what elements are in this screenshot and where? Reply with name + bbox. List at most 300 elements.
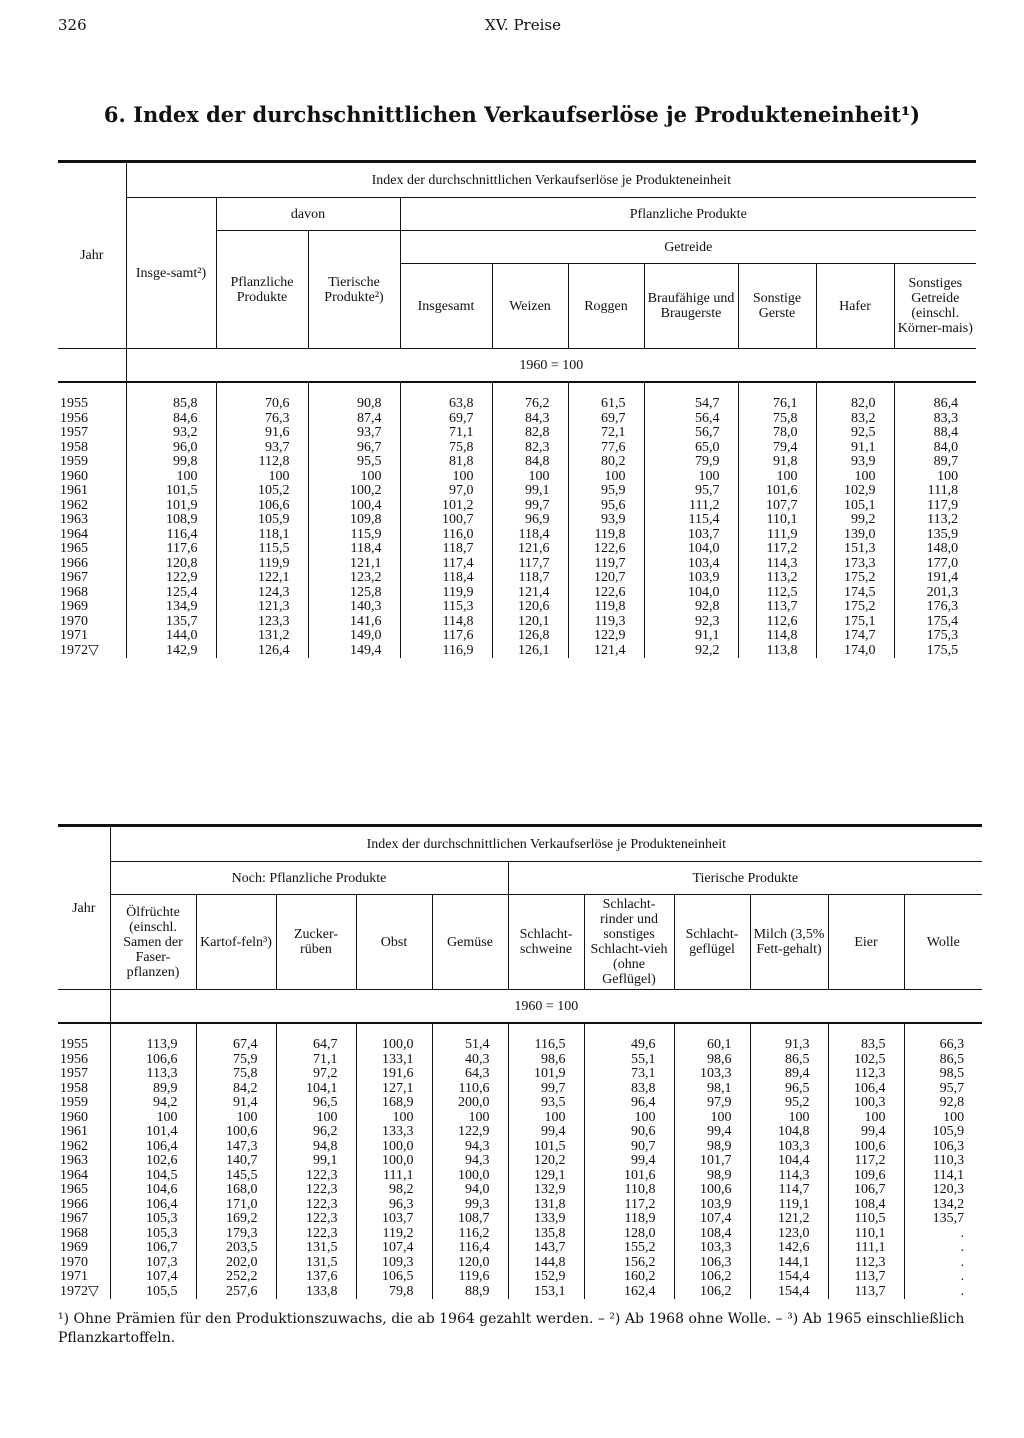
table-row bbox=[58, 586, 976, 601]
header-hafer: Hafer bbox=[816, 264, 894, 349]
value-cell: 99,4 bbox=[508, 1125, 584, 1140]
value-cell: 115,3 bbox=[400, 600, 492, 615]
page-number: 326 bbox=[58, 16, 87, 34]
value-cell: 139,0 bbox=[816, 528, 894, 543]
value-cell: 96,0 bbox=[126, 441, 216, 456]
value-cell: 56,4 bbox=[644, 412, 738, 427]
value-cell: 105,1 bbox=[816, 499, 894, 514]
table-row bbox=[58, 644, 976, 659]
value-cell: 104,8 bbox=[750, 1125, 828, 1140]
value-cell: 148,0 bbox=[894, 542, 976, 557]
value-cell: 174,7 bbox=[816, 629, 894, 644]
value-cell: 60,1 bbox=[674, 1023, 750, 1053]
value-cell: 84,2 bbox=[196, 1082, 276, 1097]
value-cell: 99,4 bbox=[674, 1125, 750, 1140]
table-row bbox=[58, 615, 976, 630]
value-cell: 117,2 bbox=[584, 1198, 674, 1213]
value-cell: 110,6 bbox=[432, 1082, 508, 1097]
header-zuckerrueben: Zucker-rüben bbox=[276, 895, 356, 990]
header-main-group: Index der durchschnittlichen Verkaufserlöse je Produkteneinheit bbox=[126, 162, 976, 198]
value-cell: 93,7 bbox=[216, 441, 308, 456]
value-cell: 177,0 bbox=[894, 557, 976, 572]
value-cell: 113,7 bbox=[828, 1285, 904, 1300]
value-cell: 111,8 bbox=[894, 484, 976, 499]
value-cell: 70,6 bbox=[216, 382, 308, 412]
year-cell: 1964 bbox=[60, 1167, 88, 1183]
value-cell: 64,7 bbox=[276, 1023, 356, 1053]
value-cell: 100 bbox=[738, 470, 816, 485]
value-cell: 106,4 bbox=[110, 1140, 196, 1155]
header-milch: Milch (3,5% Fett-gehalt) bbox=[750, 895, 828, 990]
value-cell: 117,6 bbox=[126, 542, 216, 557]
value-cell: 100 bbox=[308, 470, 400, 485]
value-cell: 100 bbox=[816, 470, 894, 485]
value-cell: 105,9 bbox=[904, 1125, 982, 1140]
value-cell: 97,9 bbox=[674, 1096, 750, 1111]
value-cell: 121,6 bbox=[492, 542, 568, 557]
value-cell: 75,8 bbox=[196, 1067, 276, 1082]
table-row bbox=[58, 1082, 982, 1097]
value-cell: 100 bbox=[356, 1111, 432, 1126]
table-row bbox=[58, 1285, 982, 1300]
value-cell: 98,6 bbox=[674, 1053, 750, 1068]
year-cell: 1969 bbox=[60, 1240, 88, 1255]
value-cell: 88,4 bbox=[894, 426, 976, 441]
value-cell: 108,4 bbox=[674, 1227, 750, 1242]
value-cell: 110,5 bbox=[828, 1212, 904, 1227]
value-cell: 120,8 bbox=[126, 557, 216, 572]
value-cell: 99,7 bbox=[508, 1082, 584, 1097]
value-cell: 121,1 bbox=[308, 557, 400, 572]
value-cell: 86,4 bbox=[894, 382, 976, 412]
value-cell: 100 bbox=[828, 1111, 904, 1126]
value-cell: 113,2 bbox=[738, 571, 816, 586]
value-cell: 203,5 bbox=[196, 1241, 276, 1256]
value-cell: 102,5 bbox=[828, 1053, 904, 1068]
value-cell: 98,9 bbox=[674, 1140, 750, 1155]
value-cell: 97,2 bbox=[276, 1067, 356, 1082]
table-row bbox=[58, 1067, 982, 1082]
value-cell: 116,0 bbox=[400, 528, 492, 543]
value-cell: 83,8 bbox=[584, 1082, 674, 1097]
value-cell: 122,9 bbox=[432, 1125, 508, 1140]
value-cell: 91,3 bbox=[750, 1023, 828, 1053]
header-noch-pflanzliche: Noch: Pflanzliche Produkte bbox=[110, 862, 508, 895]
value-cell: 175,4 bbox=[894, 615, 976, 630]
value-cell: 168,9 bbox=[356, 1096, 432, 1111]
table-row bbox=[58, 382, 976, 412]
year-cell: 1955 bbox=[60, 1037, 88, 1052]
value-cell: 103,7 bbox=[356, 1212, 432, 1227]
value-cell: 94,0 bbox=[432, 1183, 508, 1198]
value-cell: 114,8 bbox=[400, 615, 492, 630]
page-header bbox=[58, 16, 988, 40]
value-cell: 160,2 bbox=[584, 1270, 674, 1285]
year-cell: 1971 bbox=[60, 1269, 88, 1284]
value-cell: 55,1 bbox=[584, 1053, 674, 1068]
value-cell: 201,3 bbox=[894, 586, 976, 601]
value-cell: 83,5 bbox=[828, 1023, 904, 1053]
header-kartoffeln: Kartof-feln³) bbox=[196, 895, 276, 990]
value-cell: 122,9 bbox=[126, 571, 216, 586]
value-cell: 95,6 bbox=[568, 499, 644, 514]
value-cell: . bbox=[904, 1256, 982, 1271]
value-cell: 94,2 bbox=[110, 1096, 196, 1111]
year-cell: 1966 bbox=[60, 555, 88, 571]
value-cell: 100,0 bbox=[356, 1023, 432, 1053]
value-cell: 100 bbox=[750, 1111, 828, 1126]
table-title: 6. Index der durchschnittlichen Verkaufserlöse je Produkteneinheit¹) bbox=[103, 102, 921, 127]
value-cell: 101,9 bbox=[508, 1067, 584, 1082]
value-cell: 202,0 bbox=[196, 1256, 276, 1271]
value-cell: 80,2 bbox=[568, 455, 644, 470]
value-cell: 106,3 bbox=[674, 1256, 750, 1271]
value-cell: 94,3 bbox=[432, 1140, 508, 1155]
value-cell: 191,4 bbox=[894, 571, 976, 586]
value-cell: 84,8 bbox=[492, 455, 568, 470]
value-cell: 144,0 bbox=[126, 629, 216, 644]
value-cell: 134,2 bbox=[904, 1198, 982, 1213]
value-cell: 175,3 bbox=[894, 629, 976, 644]
value-cell: 152,9 bbox=[508, 1270, 584, 1285]
value-cell: 101,7 bbox=[674, 1154, 750, 1169]
value-cell: 122,3 bbox=[276, 1212, 356, 1227]
table-row bbox=[58, 441, 976, 456]
value-cell: 107,4 bbox=[674, 1212, 750, 1227]
value-cell: 128,0 bbox=[584, 1227, 674, 1242]
value-cell: 82,3 bbox=[492, 441, 568, 456]
value-cell: 81,8 bbox=[400, 455, 492, 470]
year-cell: 1955 bbox=[60, 396, 88, 411]
value-cell: 97,0 bbox=[400, 484, 492, 499]
value-cell: 151,3 bbox=[816, 542, 894, 557]
value-cell: 112,5 bbox=[738, 586, 816, 601]
value-cell: 71,1 bbox=[276, 1053, 356, 1068]
value-cell: 92,8 bbox=[904, 1096, 982, 1111]
year-cell: 1958 bbox=[60, 439, 88, 455]
value-cell: 112,3 bbox=[828, 1067, 904, 1082]
year-cell: 1971 bbox=[60, 628, 88, 643]
value-cell: 144,8 bbox=[508, 1256, 584, 1271]
value-cell: 86,5 bbox=[904, 1053, 982, 1068]
value-cell: 120,2 bbox=[508, 1154, 584, 1169]
value-cell: 126,1 bbox=[492, 644, 568, 659]
value-cell: 102,9 bbox=[816, 484, 894, 499]
value-cell: 93,9 bbox=[816, 455, 894, 470]
value-cell: 135,7 bbox=[904, 1212, 982, 1227]
table-row bbox=[58, 1183, 982, 1198]
value-cell: . bbox=[904, 1227, 982, 1242]
value-cell: 122,6 bbox=[568, 542, 644, 557]
value-cell: 112,3 bbox=[828, 1256, 904, 1271]
value-cell: 123,3 bbox=[216, 615, 308, 630]
value-cell: 75,8 bbox=[400, 441, 492, 456]
table-row bbox=[58, 1111, 982, 1126]
value-cell: 92,2 bbox=[644, 644, 738, 659]
year-cell: 1968 bbox=[60, 584, 88, 600]
year-cell: 1962 bbox=[60, 497, 88, 513]
value-cell: 147,3 bbox=[196, 1140, 276, 1155]
value-cell: 117,6 bbox=[400, 629, 492, 644]
value-cell: 65,0 bbox=[644, 441, 738, 456]
value-cell: 116,4 bbox=[126, 528, 216, 543]
value-cell: 119,3 bbox=[568, 615, 644, 630]
value-cell: 118,7 bbox=[400, 542, 492, 557]
table-row bbox=[58, 528, 976, 543]
table-row bbox=[58, 1154, 982, 1169]
value-cell: 122,1 bbox=[216, 571, 308, 586]
value-cell: 99,1 bbox=[276, 1154, 356, 1169]
value-cell: 124,3 bbox=[216, 586, 308, 601]
value-cell: 114,7 bbox=[750, 1183, 828, 1198]
value-cell: 154,4 bbox=[750, 1285, 828, 1300]
value-cell: 117,7 bbox=[492, 557, 568, 572]
table-row bbox=[58, 1256, 982, 1271]
table-row bbox=[58, 1023, 982, 1053]
value-cell: 108,4 bbox=[828, 1198, 904, 1213]
header-year: Jahr bbox=[58, 162, 126, 349]
value-cell: 89,9 bbox=[110, 1082, 196, 1097]
year-cell: 1970 bbox=[60, 1254, 88, 1270]
value-cell: . bbox=[904, 1241, 982, 1256]
footnotes bbox=[58, 1310, 988, 1348]
table-row bbox=[58, 1227, 982, 1242]
value-cell: 93,7 bbox=[308, 426, 400, 441]
value-cell: 119,9 bbox=[216, 557, 308, 572]
value-cell: 162,4 bbox=[584, 1285, 674, 1300]
value-cell: 96,7 bbox=[308, 441, 400, 456]
value-cell: 131,8 bbox=[508, 1198, 584, 1213]
value-cell: 91,4 bbox=[196, 1096, 276, 1111]
value-cell: 101,6 bbox=[738, 484, 816, 499]
value-cell: 175,1 bbox=[816, 615, 894, 630]
value-cell: 87,4 bbox=[308, 412, 400, 427]
value-cell: 135,9 bbox=[894, 528, 976, 543]
value-cell: 98,1 bbox=[674, 1082, 750, 1097]
value-cell: 94,3 bbox=[432, 1154, 508, 1169]
value-cell: 123,0 bbox=[750, 1227, 828, 1242]
header-getreide: Getreide bbox=[400, 231, 976, 264]
value-cell: 113,3 bbox=[110, 1067, 196, 1082]
value-cell: 131,5 bbox=[276, 1256, 356, 1271]
value-cell: 173,3 bbox=[816, 557, 894, 572]
value-cell: 142,9 bbox=[126, 644, 216, 659]
value-cell: 129,1 bbox=[508, 1169, 584, 1184]
value-cell: 103,3 bbox=[674, 1241, 750, 1256]
value-cell: 200,0 bbox=[432, 1096, 508, 1111]
value-cell: 102,6 bbox=[110, 1154, 196, 1169]
header-schlachtschweine: Schlacht-schweine bbox=[508, 895, 584, 990]
value-cell: 100 bbox=[276, 1111, 356, 1126]
value-cell: 101,5 bbox=[508, 1140, 584, 1155]
value-cell: 132,9 bbox=[508, 1183, 584, 1198]
value-cell: 96,3 bbox=[356, 1198, 432, 1213]
value-cell: 98,5 bbox=[904, 1067, 982, 1082]
value-cell: 135,8 bbox=[508, 1227, 584, 1242]
year-cell: 1958 bbox=[60, 1080, 88, 1096]
value-cell: 104,5 bbox=[110, 1169, 196, 1184]
table-row bbox=[58, 1212, 982, 1227]
value-cell: 99,3 bbox=[432, 1198, 508, 1213]
table-row bbox=[58, 412, 976, 427]
year-cell: 1963 bbox=[60, 1153, 88, 1168]
value-cell: 113,8 bbox=[738, 644, 816, 659]
year-cell: 1959 bbox=[60, 1095, 88, 1110]
value-cell: 75,8 bbox=[738, 412, 816, 427]
header-schlachtrinder: Schlacht-rinder und sonstiges Schlacht-vieh (ohne Geflügel) bbox=[584, 895, 674, 990]
value-cell: 118,9 bbox=[584, 1212, 674, 1227]
value-cell: 191,6 bbox=[356, 1067, 432, 1082]
value-cell: 119,1 bbox=[750, 1198, 828, 1213]
value-cell: 91,8 bbox=[738, 455, 816, 470]
value-cell: 120,6 bbox=[492, 600, 568, 615]
year-cell: 1960 bbox=[60, 1109, 88, 1125]
year-cell: 1972▽ bbox=[60, 642, 99, 658]
year-cell: 1968 bbox=[60, 1225, 88, 1241]
year-cell: 1972▽ bbox=[60, 1283, 99, 1299]
table-row bbox=[58, 542, 976, 557]
year-cell: 1970 bbox=[60, 613, 88, 629]
value-cell: 99,4 bbox=[828, 1125, 904, 1140]
value-cell: 54,7 bbox=[644, 382, 738, 412]
value-cell: 117,2 bbox=[828, 1154, 904, 1169]
value-cell: 93,5 bbox=[508, 1096, 584, 1111]
value-cell: 92,3 bbox=[644, 615, 738, 630]
header-weizen: Weizen bbox=[492, 264, 568, 349]
value-cell: 105,3 bbox=[110, 1227, 196, 1242]
value-cell: 79,8 bbox=[356, 1285, 432, 1300]
value-cell: 113,2 bbox=[894, 513, 976, 528]
table-row bbox=[58, 455, 976, 470]
value-cell: 121,4 bbox=[492, 586, 568, 601]
value-cell: 83,2 bbox=[816, 412, 894, 427]
value-cell: 84,0 bbox=[894, 441, 976, 456]
value-cell: 121,3 bbox=[216, 600, 308, 615]
value-cell: 116,2 bbox=[432, 1227, 508, 1242]
value-cell: 100 bbox=[110, 1111, 196, 1126]
value-cell: 79,4 bbox=[738, 441, 816, 456]
table-row bbox=[58, 426, 976, 441]
value-cell: 100 bbox=[508, 1111, 584, 1126]
value-cell: 118,4 bbox=[308, 542, 400, 557]
value-cell: 100,4 bbox=[308, 499, 400, 514]
table-row bbox=[58, 629, 976, 644]
value-cell: 133,9 bbox=[508, 1212, 584, 1227]
value-cell: 85,8 bbox=[126, 382, 216, 412]
year-cell: 1963 bbox=[60, 512, 88, 527]
value-cell: 100 bbox=[584, 1111, 674, 1126]
value-cell: 125,8 bbox=[308, 586, 400, 601]
value-cell: 101,6 bbox=[584, 1169, 674, 1184]
year-cell: 1966 bbox=[60, 1196, 88, 1212]
value-cell: 100 bbox=[568, 470, 644, 485]
value-cell: 149,4 bbox=[308, 644, 400, 659]
value-cell: . bbox=[904, 1285, 982, 1300]
value-cell: 120,7 bbox=[568, 571, 644, 586]
value-cell: 96,4 bbox=[584, 1096, 674, 1111]
value-cell: 89,7 bbox=[894, 455, 976, 470]
value-cell: 118,7 bbox=[492, 571, 568, 586]
value-cell: 99,4 bbox=[584, 1154, 674, 1169]
value-cell: 133,8 bbox=[276, 1285, 356, 1300]
value-cell: 140,3 bbox=[308, 600, 400, 615]
value-cell: 111,1 bbox=[356, 1169, 432, 1184]
value-cell: 95,9 bbox=[568, 484, 644, 499]
value-cell: 100 bbox=[126, 470, 216, 485]
value-cell: 114,3 bbox=[750, 1169, 828, 1184]
value-cell: 257,6 bbox=[196, 1285, 276, 1300]
value-cell: 107,7 bbox=[738, 499, 816, 514]
year-cell: 1957 bbox=[60, 425, 88, 440]
value-cell: 106,3 bbox=[904, 1140, 982, 1155]
value-cell: . bbox=[904, 1270, 982, 1285]
value-cell: 51,4 bbox=[432, 1023, 508, 1053]
table-row bbox=[58, 600, 976, 615]
value-cell: 123,2 bbox=[308, 571, 400, 586]
value-cell: 79,9 bbox=[644, 455, 738, 470]
value-cell: 122,3 bbox=[276, 1198, 356, 1213]
year-cell: 1969 bbox=[60, 599, 88, 614]
value-cell: 106,2 bbox=[674, 1285, 750, 1300]
value-cell: 119,7 bbox=[568, 557, 644, 572]
value-cell: 91,1 bbox=[816, 441, 894, 456]
header-obst: Obst bbox=[356, 895, 432, 990]
value-cell: 96,5 bbox=[750, 1082, 828, 1097]
value-cell: 100,2 bbox=[308, 484, 400, 499]
value-cell: 131,5 bbox=[276, 1241, 356, 1256]
value-cell: 125,4 bbox=[126, 586, 216, 601]
value-cell: 119,8 bbox=[568, 600, 644, 615]
value-cell: 103,7 bbox=[644, 528, 738, 543]
value-cell: 49,6 bbox=[584, 1023, 674, 1053]
value-cell: 67,4 bbox=[196, 1023, 276, 1053]
header-insgesamt: Insge-samt²) bbox=[126, 198, 216, 349]
header-roggen: Roggen bbox=[568, 264, 644, 349]
header-main-group-bottom: Index der durchschnittlichen Verkaufserlöse je Produkteneinheit bbox=[110, 826, 982, 862]
value-cell: 106,7 bbox=[110, 1241, 196, 1256]
header-sonstiges-getreide: Sonstiges Getreide (einschl. Körner-mais) bbox=[894, 264, 976, 349]
value-cell: 111,9 bbox=[738, 528, 816, 543]
value-cell: 110,8 bbox=[584, 1183, 674, 1198]
year-cell: 1967 bbox=[60, 1211, 88, 1226]
table-row bbox=[58, 1096, 982, 1111]
value-cell: 75,9 bbox=[196, 1053, 276, 1068]
year-cell: 1964 bbox=[60, 526, 88, 542]
value-cell: 113,7 bbox=[828, 1270, 904, 1285]
year-cell: 1967 bbox=[60, 570, 88, 585]
value-cell: 145,5 bbox=[196, 1169, 276, 1184]
value-cell: 90,6 bbox=[584, 1125, 674, 1140]
value-cell: 122,6 bbox=[568, 586, 644, 601]
value-cell: 122,3 bbox=[276, 1183, 356, 1198]
value-cell: 115,4 bbox=[644, 513, 738, 528]
value-cell: 109,3 bbox=[356, 1256, 432, 1271]
value-cell: 100,0 bbox=[356, 1154, 432, 1169]
year-cell: 1962 bbox=[60, 1138, 88, 1154]
value-cell: 114,8 bbox=[738, 629, 816, 644]
value-cell: 135,7 bbox=[126, 615, 216, 630]
header-wolle: Wolle bbox=[904, 895, 982, 990]
value-cell: 134,9 bbox=[126, 600, 216, 615]
header-getreide-insgesamt: Insgesamt bbox=[400, 264, 492, 349]
value-cell: 101,9 bbox=[126, 499, 216, 514]
value-cell: 106,5 bbox=[356, 1270, 432, 1285]
value-cell: 120,3 bbox=[904, 1183, 982, 1198]
value-cell: 82,0 bbox=[816, 382, 894, 412]
value-cell: 110,3 bbox=[904, 1154, 982, 1169]
header-tierische: Tierische Produkte²) bbox=[308, 231, 400, 349]
header-base-year: 1960 = 100 bbox=[126, 349, 976, 383]
